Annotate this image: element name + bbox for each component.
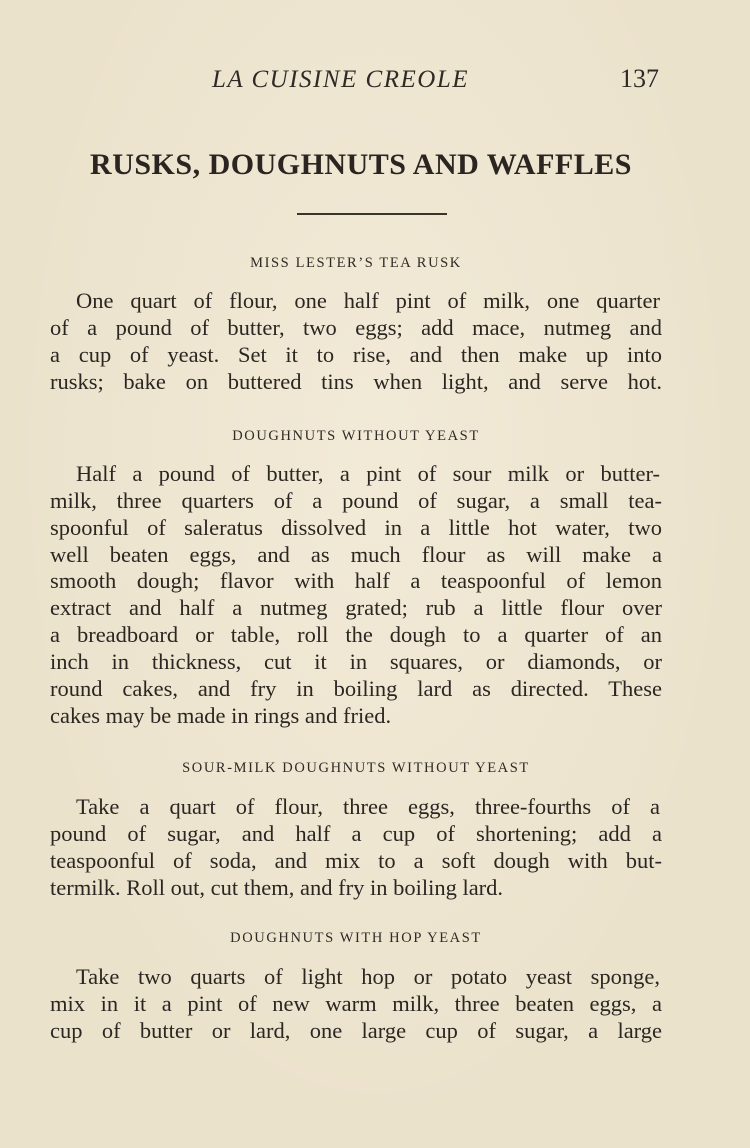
title-divider <box>297 213 447 215</box>
paragraph-line: extract and half a nutmeg grated; rub a little flour over <box>50 595 662 620</box>
recipe-title-tea-rusk: MISS LESTER’S TEA RUSK <box>250 255 462 271</box>
paragraph-line: milk, three quarters of a pound of sugar, a small tea- <box>50 488 662 513</box>
recipe-title-sour-milk-doughnuts: SOUR-MILK DOUGHNUTS WITHOUT YEAST <box>182 760 530 776</box>
paragraph-line: cakes may be made in rings and fried. <box>50 703 392 728</box>
paragraph-line: a breadboard or table, roll the dough to a quarter of an <box>50 622 662 647</box>
recipe-title-doughnuts-without-yeast: DOUGHNUTS WITHOUT YEAST <box>232 428 480 444</box>
paragraph-line: inch in thickness, cut it in squares, or diamonds, or <box>50 649 662 674</box>
paragraph-line: cup of butter or lard, one large cup of sugar, a large <box>50 1018 662 1043</box>
recipe-title-doughnuts-with-hop-yeast: DOUGHNUTS WITH HOP YEAST <box>230 930 482 946</box>
paragraph-line: a cup of yeast. Set it to rise, and then make up into <box>50 342 662 367</box>
chapter-title: RUSKS, DOUGHNUTS AND WAFFLES <box>90 148 632 181</box>
paragraph-line: pound of sugar, and half a cup of shortening; add a <box>50 821 662 846</box>
paragraph-line: smooth dough; flavor with half a teaspoonful of lemon <box>50 568 662 593</box>
paragraph-line: rusks; bake on buttered tins when light, and serve hot. <box>50 369 662 394</box>
paragraph-line: of a pound of butter, two eggs; add mace, nutmeg and <box>50 315 662 340</box>
paragraph-line: One quart of flour, one half pint of milk, one quarter <box>76 288 660 313</box>
paragraph-line: Take two quarts of light hop or potato yeast sponge, <box>76 964 660 989</box>
paragraph-line: spoonful of saleratus dissolved in a little hot water, two <box>50 515 662 540</box>
paragraph-line: termilk. Roll out, cut them, and fry in boiling lard. <box>50 875 504 900</box>
paragraph-line: well beaten eggs, and as much flour as will make a <box>50 542 662 567</box>
page-number: 137 <box>620 64 659 93</box>
paragraph-line: Take a quart of flour, three eggs, three-fourths of a <box>76 794 660 819</box>
paragraph-line: round cakes, and fry in boiling lard as directed. These <box>50 676 662 701</box>
running-head: LA CUISINE CREOLE <box>212 66 469 93</box>
paragraph-line: teaspoonful of soda, and mix to a soft dough with but- <box>50 848 662 873</box>
paragraph-line: Half a pound of butter, a pint of sour milk or butter- <box>76 461 660 486</box>
paragraph-line: mix in it a pint of new warm milk, three beaten eggs, a <box>50 991 662 1016</box>
